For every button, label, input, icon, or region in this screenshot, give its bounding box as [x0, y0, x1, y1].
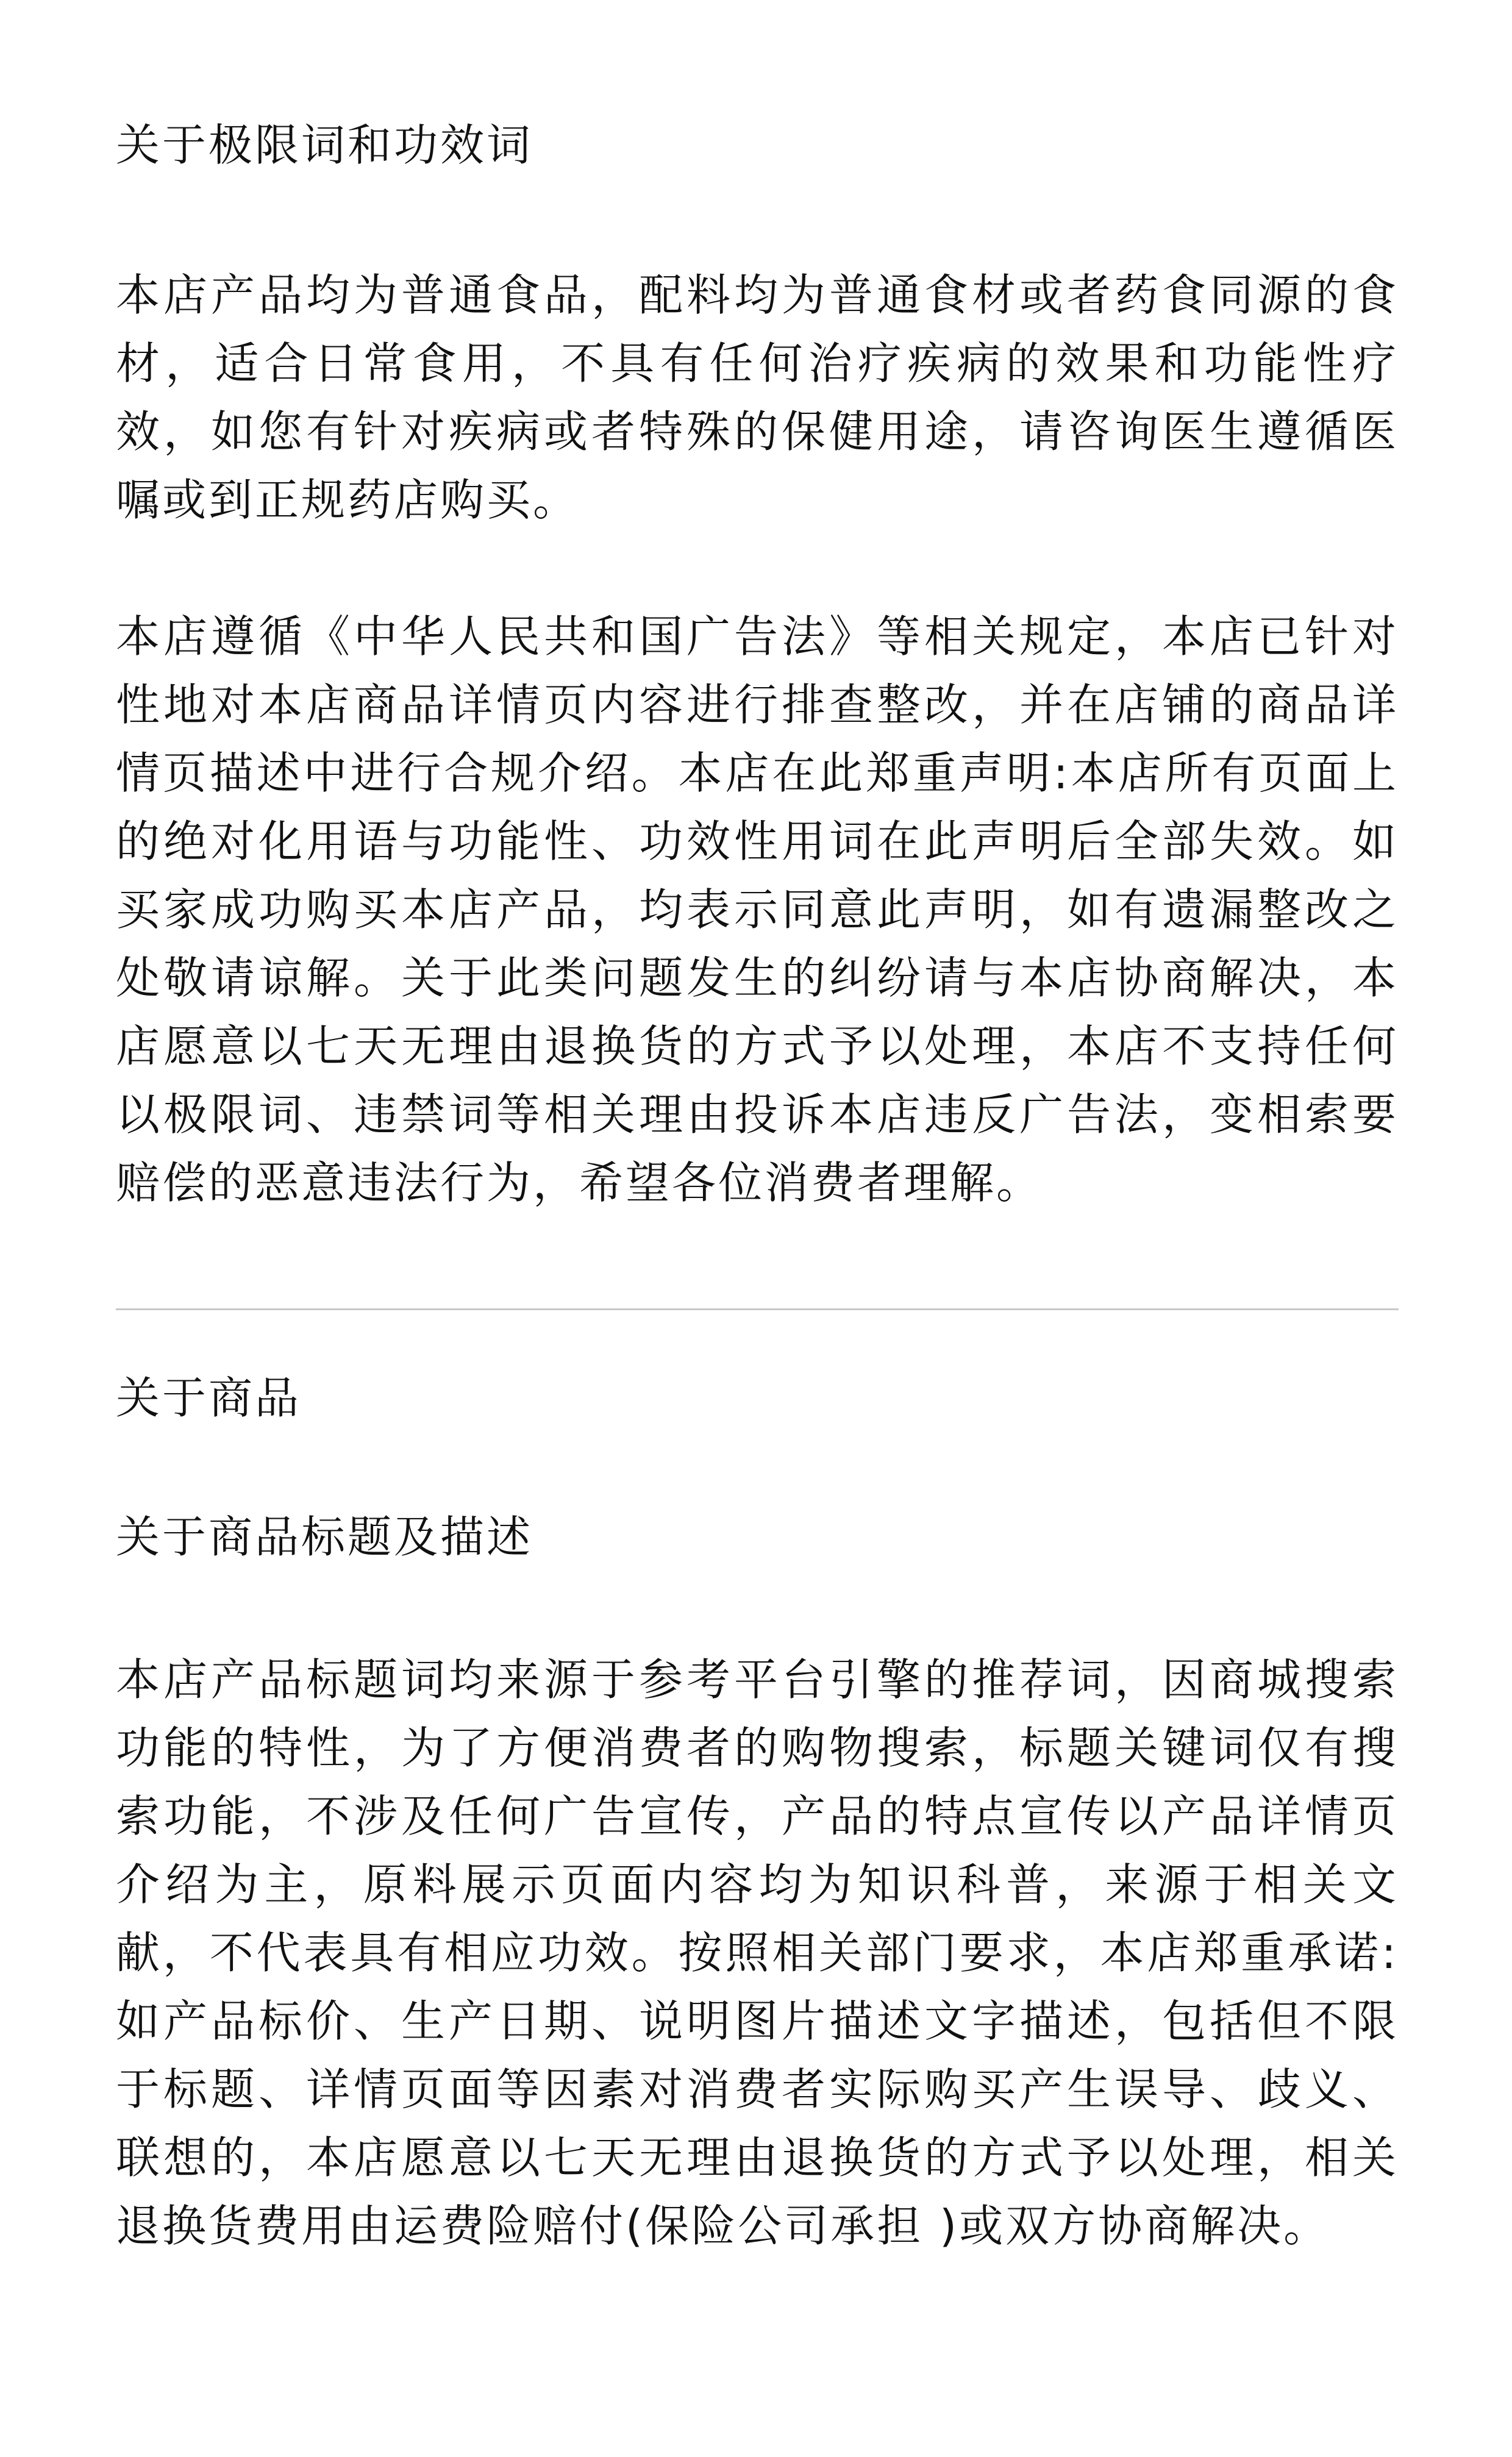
- food-disclaimer-paragraph: 本店产品均为普通食品，配料均为普通食材或者药食同源的食材，适合日常食用，不具有任何治疗疾病的效果和功能性疗效，如您有针对疾病或者特殊的保健用途，请咨询医生遵循医嘱或到正规药店购买。: [116, 269, 1399, 526]
- notice-page: [0, 116, 1512, 2457]
- extreme-words-heading: 关于极限词和功效词: [116, 119, 533, 171]
- title-description-paragraph: 本店产品标题词均来源于参考平台引擎的推荐词，因商城搜索功能的特性，为了方便消费者的购物搜索，标题关键词仅有搜索功能，不涉及任何广告宣传，产品的特点宣传以产品详情页介绍为主，原料展示页面内容均为知识科普，来源于相关文献，不代表具有相应功效。按照相关部门要求，本店郑重承诺:如产品标价、生产日期、说明图片描述文字描述，包括但不限于标题、详情页面等因素对消费者实际购买产生误导、歧义、联想的，本店愿意以七天无理由退换货的方式予以处理，相关退换货费用由运费险赔付(保险公司承担 )或双方协商解决。: [116, 1654, 1399, 2252]
- advertising-law-paragraph: 本店遵循《中华人民共和国广告法》等相关规定，本店已针对性地对本店商品详情页内容进行排查整改，并在店铺的商品详情页描述中进行合规介绍。本店在此郑重声明:本店所有页面上的绝对化用语与功能性、功效性用词在此声明后全部失效。如买家成功购买本店产品，均表示同意此声明，如有遗漏整改之处敬请谅解。关于此类问题发生的纠纷请与本店协商解决，本店愿意以七天无理由退换货的方式予以处理，本店不支持任何以极限词、违禁词等相关理由投诉本店违反广告法，变相索要赔偿的恶意违法行为，希望各位消费者理解。: [116, 611, 1399, 1208]
- section-divider: [116, 1308, 1399, 1310]
- title-description-subheading: 关于商品标题及描述: [116, 1511, 533, 1563]
- goods-heading: 关于商品: [116, 1372, 302, 1424]
